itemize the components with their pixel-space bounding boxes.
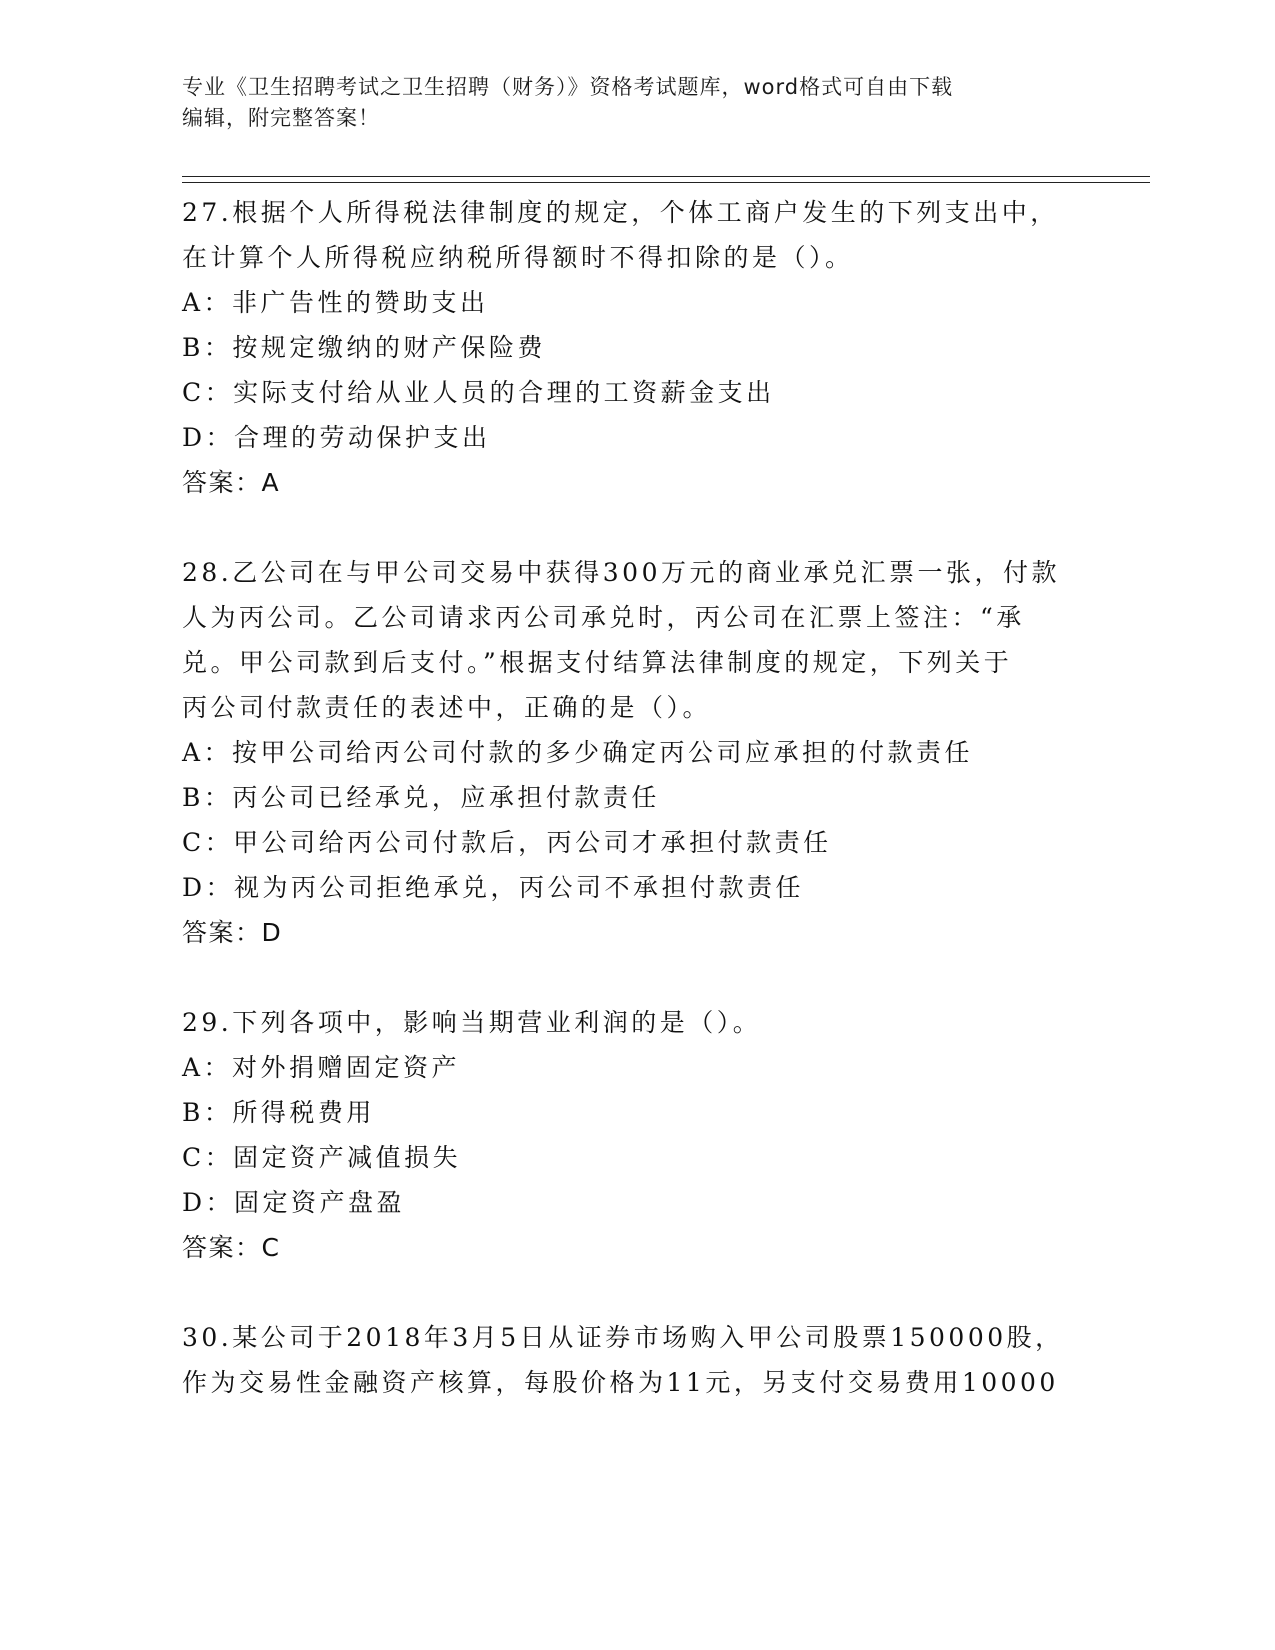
question-stem-line: 27.根据个人所得税法律制度的规定，个体工商户发生的下列支出中， — [182, 198, 1059, 227]
question-30 — [182, 1315, 1082, 1405]
option-d: D：合理的劳动保护支出 — [182, 423, 491, 452]
question-spacer — [182, 955, 1082, 1000]
header-line-1: 专业《卫生招聘考试之卫生招聘（财务）》资格考试题库，word格式可自由下载 — [182, 75, 954, 99]
option-d: D：视为丙公司拒绝承兑，丙公司不承担付款责任 — [182, 873, 805, 902]
question-stem-line: 作为交易性金融资产核算，每股价格为11元，另支付交易费用10000 — [182, 1368, 1059, 1397]
question-29 — [182, 1000, 1082, 1270]
header-line-2: 编辑，附完整答案！ — [182, 106, 380, 130]
option-c: C：实际支付给从业人员的合理的工资薪金支出 — [182, 378, 775, 407]
answer-line: 答案：C — [182, 1233, 281, 1262]
document-header — [182, 72, 1042, 134]
option-a: A：按甲公司给丙公司付款的多少确定丙公司应承担的付款责任 — [182, 738, 974, 767]
question-list — [182, 190, 1082, 1405]
question-stem-line: 28.乙公司在与甲公司交易中获得300万元的商业承兑汇票一张，付款 — [182, 558, 1060, 587]
option-c: C：甲公司给丙公司付款后，丙公司才承担付款责任 — [182, 828, 832, 857]
option-b: B：按规定缴纳的财产保险费 — [182, 333, 546, 362]
answer-line: 答案：D — [182, 918, 283, 947]
header-divider-bottom — [182, 182, 1150, 183]
question-stem-line: 30.某公司于2018年3月5日从证券市场购入甲公司股票150000股， — [182, 1323, 1064, 1352]
answer-line: 答案：A — [182, 468, 281, 497]
question-spacer — [182, 505, 1082, 550]
question-spacer — [182, 1270, 1082, 1315]
question-27 — [182, 190, 1082, 505]
option-a: A：对外捐赠固定资产 — [182, 1053, 461, 1082]
question-stem-line: 29.下列各项中，影响当期营业利润的是（）。 — [182, 1008, 762, 1037]
question-stem-line: 在计算个人所得税应纳税所得额时不得扣除的是（）。 — [182, 243, 854, 272]
option-b: B：丙公司已经承兑，应承担付款责任 — [182, 783, 660, 812]
option-c: C：固定资产减值损失 — [182, 1143, 462, 1172]
option-a: A：非广告性的赞助支出 — [182, 288, 489, 317]
header-divider-top — [182, 176, 1150, 177]
question-stem-line: 兑。甲公司款到后支付。”根据支付结算法律制度的规定，下列关于 — [182, 648, 1013, 677]
option-b: B：所得税费用 — [182, 1098, 375, 1127]
question-28 — [182, 550, 1082, 955]
question-stem-line: 丙公司付款责任的表述中，正确的是（）。 — [182, 693, 712, 722]
option-d: D：固定资产盘盈 — [182, 1188, 406, 1217]
question-stem-line: 人为丙公司。乙公司请求丙公司承兑时，丙公司在汇票上签注：“承 — [182, 603, 1025, 632]
